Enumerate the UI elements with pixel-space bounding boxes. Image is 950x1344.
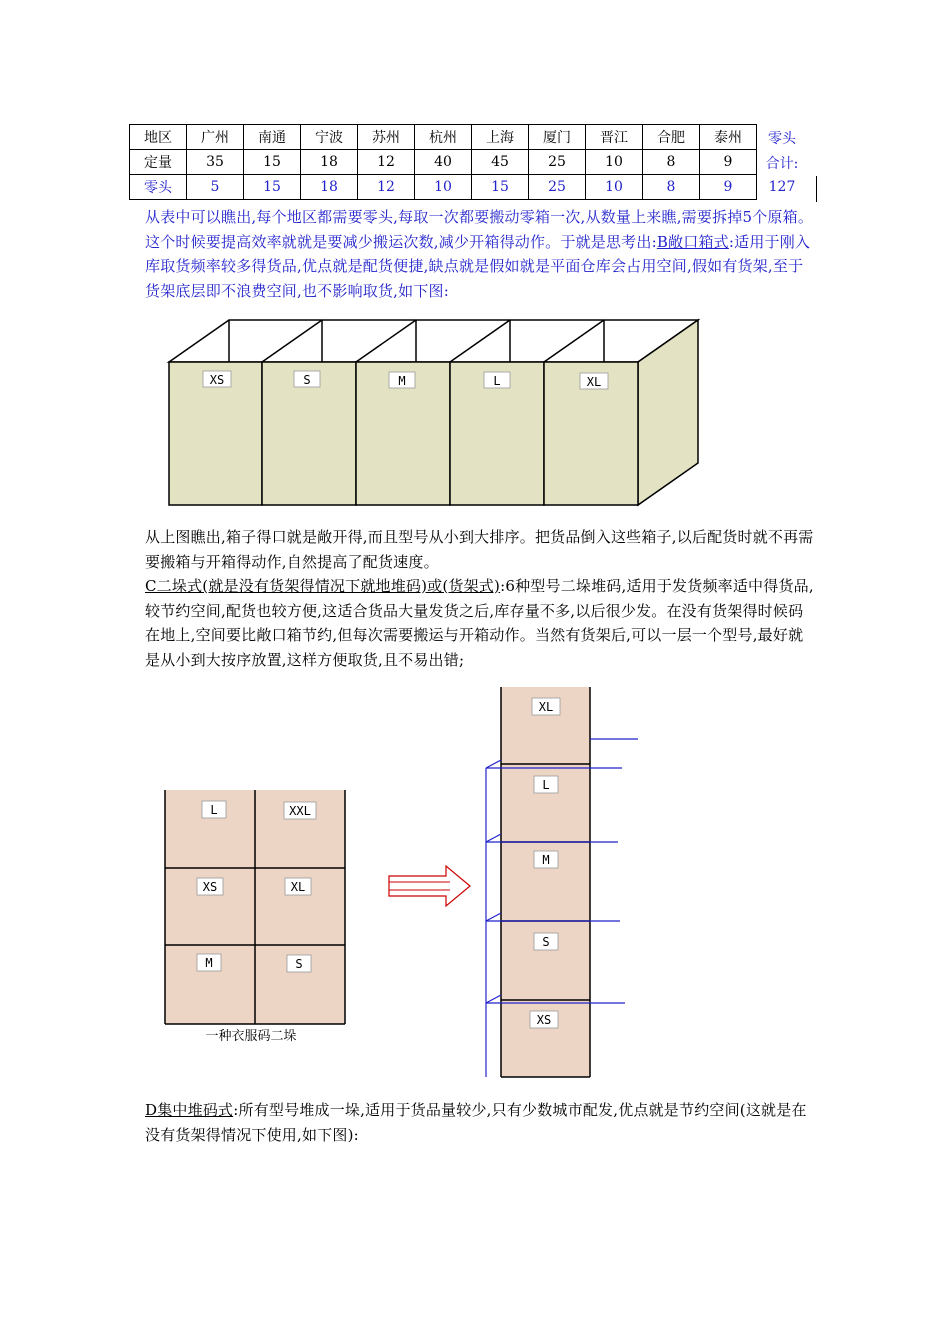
table-cell: 35 <box>187 150 244 175</box>
shelf-label: S <box>542 935 550 949</box>
table-cell: 10 <box>586 175 643 200</box>
table-cell: 泰州 <box>700 125 757 150</box>
box-label: XL <box>586 375 602 389</box>
table-cell: 杭州 <box>415 125 472 150</box>
grid-label: S <box>295 957 303 971</box>
grid-caption: 一种衣服码二垛 <box>205 1029 297 1044</box>
table-cell: 12 <box>358 175 415 200</box>
red-arrow-icon <box>389 866 470 906</box>
table-cell: 10 <box>415 175 472 200</box>
table-cell: 晋江 <box>586 125 643 150</box>
shelf-label: XL <box>538 700 554 714</box>
shelf-label: M <box>542 853 550 867</box>
table-cell: 18 <box>301 150 358 175</box>
table-cell: 零头 <box>130 175 187 200</box>
table-cell: 厦门 <box>529 125 586 150</box>
table-cell: 15 <box>244 150 301 175</box>
table-cell: 25 <box>529 175 586 200</box>
table-cell: 15 <box>472 175 529 200</box>
para1-text-b: :适用于刚入库取货频率较多得货品,优点就是配货便捷,缺点就是假如就是平面仓库会占用空间,假如有货架,至于货架底层即不浪费空间,也不影响取货,如下图: <box>145 232 811 300</box>
para1-text-a: 从表中可以瞧出,每个地区都需要零头,每取一次都要搬动零箱一次,从数量上来瞧,需要拆掉5个原箱。这个时候要提高效率就就是要减少搬运次数,减少开箱得动作。于就是思考出: <box>145 208 814 251</box>
table-cell: 地区 <box>130 125 187 150</box>
para4-link: D集中堆码式 <box>145 1101 234 1119</box>
table-cell: 12 <box>358 150 415 175</box>
shelf-label: XS <box>536 1013 552 1027</box>
grid-label: XS <box>202 880 218 894</box>
table-cell: 45 <box>472 150 529 175</box>
table-cell: 苏州 <box>358 125 415 150</box>
table-cell: 定量 <box>130 150 187 175</box>
grid-label: L <box>210 803 218 817</box>
grid-label: XL <box>290 880 306 894</box>
grid-stack <box>165 790 345 1044</box>
table-cell: 8 <box>643 150 700 175</box>
table-cell: 40 <box>415 150 472 175</box>
paragraph-central-stack <box>145 1098 817 1147</box>
table-cell: 18 <box>301 175 358 200</box>
grid-label: M <box>205 956 213 970</box>
side-label-loose: 零头 <box>768 131 796 147</box>
paragraph-open-box-summary: 从上图瞧出,箱子得口就是敞开得,而且型号从小到大排序。把货品倒入这些箱子,以后配货时就不再需要搬箱与开箱得动作,自然提高了配货速度。 <box>145 528 814 571</box>
box-label: L <box>493 374 501 388</box>
para3-text: :6种型号二垛堆码,适用于发货频率适中得货品,较节约空间,配货也较方便,这适合货品大量发货之后,库存量不多,以后很少发。在没有货架得时候码在地上,空间要比敞口箱节约,但每次需要搬运与开箱动作。当然有货架后,可以一层一个型号,最好就是从小到大按序放置,这样方便取货,且不易出错; <box>145 577 814 669</box>
table-cell: 8 <box>643 175 700 200</box>
box-label: XS <box>209 373 225 387</box>
para1-link: B敞口箱式 <box>656 232 729 251</box>
table-cell: 9 <box>700 150 757 175</box>
side-total-value: 127 <box>768 179 796 195</box>
para3-link: C二垛式(就是没有货架得情况下就地堆码)或(货架式) <box>145 577 501 595</box>
shelf-label: L <box>542 778 550 792</box>
para4-text: :所有型号堆成一垛,适用于货品量较少,只有少数城市配发,优点就是节约空间(这就是在没有货架得情况下使用,如下图): <box>145 1101 807 1144</box>
table-cell: 上海 <box>472 125 529 150</box>
table-cell: 15 <box>244 175 301 200</box>
shelf-stack <box>486 687 638 1077</box>
box-label: S <box>303 373 311 387</box>
table-cell: 10 <box>586 150 643 175</box>
table-cell: 宁波 <box>301 125 358 150</box>
side-label-total: 合计: <box>765 156 799 172</box>
table-cell: 9 <box>700 175 757 200</box>
box-label: M <box>398 374 406 388</box>
table-cell: 广州 <box>187 125 244 150</box>
table-cell: 合肥 <box>643 125 700 150</box>
grid-label: XXL <box>289 804 311 818</box>
table-cell: 5 <box>187 175 244 200</box>
table-cell: 南通 <box>244 125 301 150</box>
table-cell: 25 <box>529 150 586 175</box>
